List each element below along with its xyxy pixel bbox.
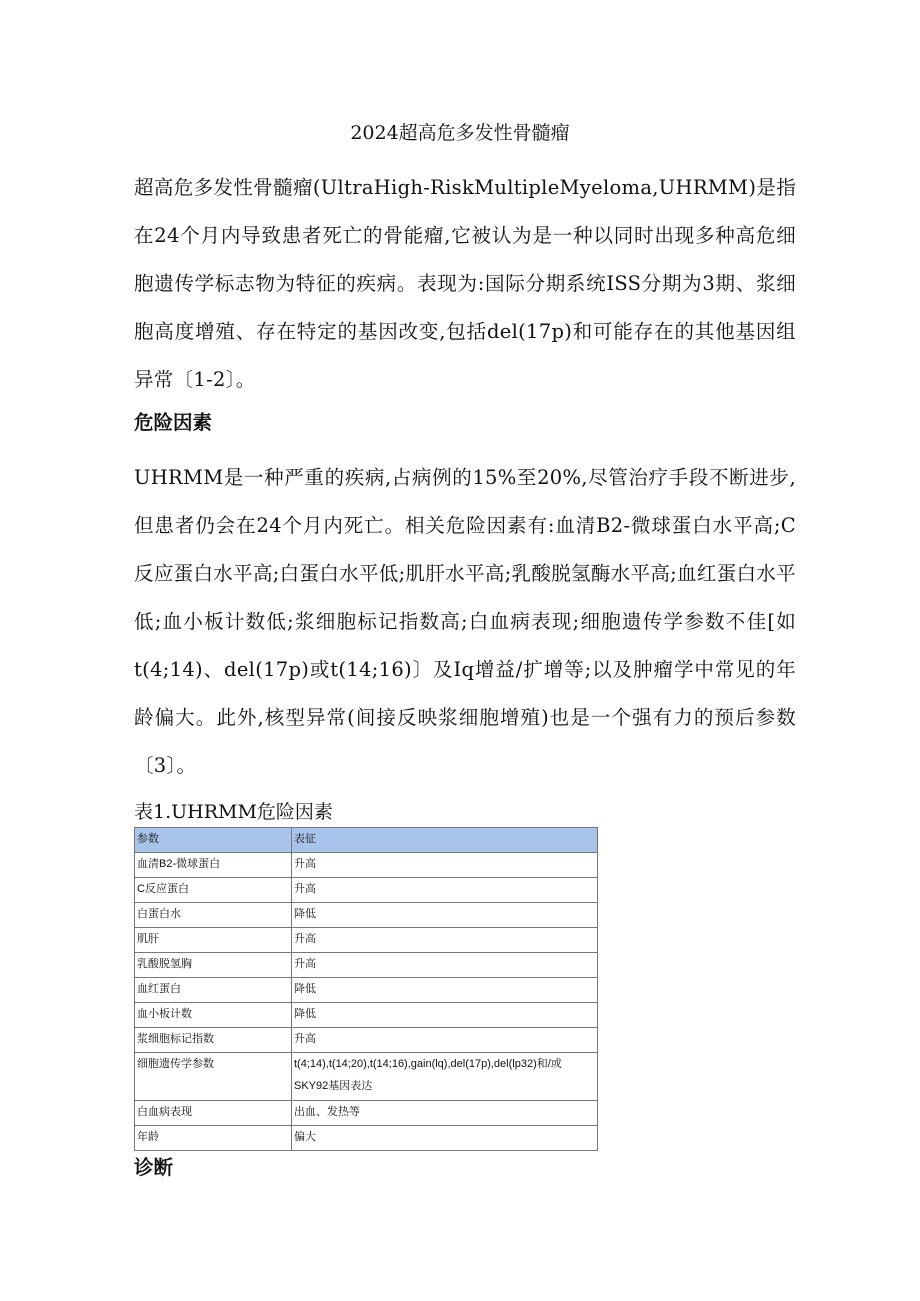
table-row bbox=[135, 903, 598, 928]
parameter-cell: 年龄 bbox=[135, 1126, 292, 1151]
table-header-row bbox=[135, 828, 598, 853]
parameter-cell: C反应蛋白 bbox=[135, 878, 292, 903]
document-title: 2024超高危多发性骨髓瘤 bbox=[350, 122, 570, 144]
manifestation-cell: 升高 bbox=[292, 1028, 598, 1053]
manifestation-cell: 升高 bbox=[292, 953, 598, 978]
parameter-cell: 浆细胞标记指数 bbox=[135, 1028, 292, 1053]
risk-factors-heading: 危险因素 bbox=[134, 411, 213, 434]
table-row bbox=[135, 878, 598, 903]
manifestation-cell: 升高 bbox=[292, 928, 598, 953]
table-caption: 表1.UHRMM危险因素 bbox=[134, 801, 333, 823]
table-row bbox=[135, 1126, 598, 1151]
table-row bbox=[135, 1053, 598, 1101]
table-row bbox=[135, 1101, 598, 1126]
manifestation-cell: 升高 bbox=[292, 853, 598, 878]
parameter-cell: 血红蛋白 bbox=[135, 978, 292, 1003]
parameter-cell: 白血病表现 bbox=[135, 1101, 292, 1126]
parameter-cell: 白蛋白水 bbox=[135, 903, 292, 928]
parameter-cell: 血清B2-微球蛋白 bbox=[135, 853, 292, 878]
manifestation-cell: 降低 bbox=[292, 1003, 598, 1028]
parameter-cell: 肌肝 bbox=[135, 928, 292, 953]
manifestation-cell: 降低 bbox=[292, 978, 598, 1003]
risk-factors-table bbox=[134, 827, 598, 1151]
diagnosis-heading: 诊断 bbox=[134, 1156, 174, 1179]
parameter-cell: 乳酸脱氢胸 bbox=[135, 953, 292, 978]
table-row bbox=[135, 1003, 598, 1028]
parameter-cell: 细胞遗传学参数 bbox=[135, 1053, 292, 1101]
manifestation-cell: 升高 bbox=[292, 878, 598, 903]
manifestation-cell: 出血、发热等 bbox=[292, 1101, 598, 1126]
column-header-parameter: 参数 bbox=[135, 828, 292, 853]
table-row bbox=[135, 853, 598, 878]
table-row bbox=[135, 978, 598, 1003]
intro-paragraph: 超高危多发性骨髓瘤(UltraHigh-RiskMultipleMyeloma,UHRMM)是指在24个月内导致患者死亡的骨能瘤,它被认为是一种以同时出现多种高危细胞遗传学标志物为特征的疾病。表现为:国际分期系统ISS分期为3期、浆细胞高度增殖、存在特定的基因改变,包括del(17p)和可能存在的其他基因组异常〔1-2〕。 bbox=[134, 176, 796, 391]
table-row bbox=[135, 1028, 598, 1053]
parameter-cell: 血小板计数 bbox=[135, 1003, 292, 1028]
manifestation-cell: t(4;14),t(14;20),t(14;16),gain(lq),del(17p),del(lp32)和/或SKY92基因表达 bbox=[292, 1053, 598, 1101]
table-row bbox=[135, 928, 598, 953]
manifestation-cell: 降低 bbox=[292, 903, 598, 928]
risk-factors-paragraph: UHRMM是一种严重的疾病,占病例的15%至20%,尽管治疗手段不断进步,但患者仍会在24个月内死亡。相关危险因素有:血清B2-微球蛋白水平高;C反应蛋白水平高;白蛋白水平低;肌肝水平高;乳酸脱氢酶水平高;血红蛋白水平低;血小板计数低;浆细胞标记指数高;白血病表现;细胞遗传学参数不佳[如t(4;14)、del(17p)或t(14;16)〕及Iq增益/扩增等;以及肿瘤学中常见的年龄偏大。此外,核型异常(间接反映浆细胞增殖)也是一个强有力的预后参数〔3〕。 bbox=[134, 466, 796, 777]
table-row bbox=[135, 953, 598, 978]
column-header-manifestation: 表征 bbox=[292, 828, 598, 853]
manifestation-cell: 偏大 bbox=[292, 1126, 598, 1151]
